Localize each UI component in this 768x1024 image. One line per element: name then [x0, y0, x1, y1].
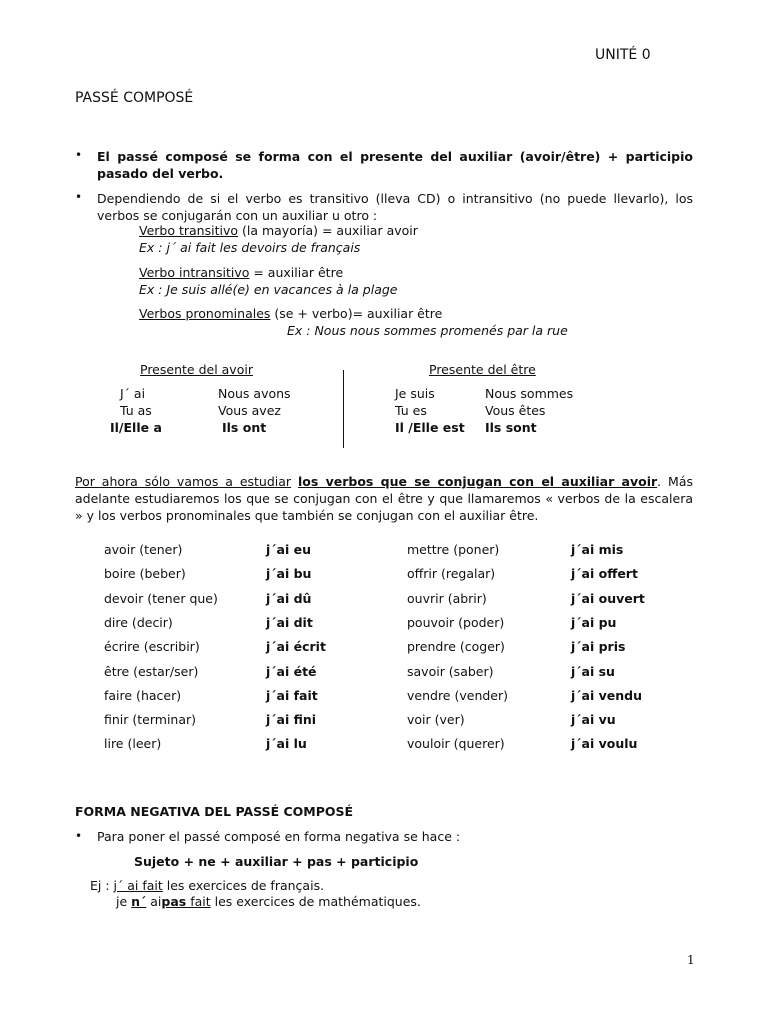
- etre-cell: Tu es: [395, 403, 427, 418]
- example-pas: pas: [161, 894, 187, 909]
- negative-example-2: [116, 894, 421, 909]
- bullet-icon: •: [75, 829, 83, 843]
- verb-participle: j´ai été: [266, 663, 317, 679]
- study-note-prefix: Por ahora sólo vamos a estudiar: [75, 474, 292, 489]
- verb-participle: j´ai pu: [571, 614, 617, 630]
- verb-participle: j´ai mis: [571, 542, 624, 557]
- verb-infinitive: être (estar/ser): [104, 663, 199, 679]
- example-je: je: [116, 894, 132, 909]
- example-rest: les exercices de français.: [162, 878, 325, 893]
- table-divider: [343, 370, 344, 448]
- negative-heading: FORMA NEGATIVA DEL PASSÉ COMPOSÉ: [75, 804, 354, 819]
- verb-infinitive: écrire (escribir): [104, 639, 200, 655]
- verb-infinitive: boire (beber): [104, 566, 186, 582]
- verb-row: [0, 712, 768, 732]
- intransitive-rest: = auxiliar être: [249, 265, 344, 280]
- verb-row: [0, 566, 768, 586]
- verb-participle: j´ai offert: [571, 566, 638, 582]
- example-fait: fait: [186, 894, 211, 909]
- bullet-icon: •: [75, 190, 83, 204]
- verb-infinitive: lire (leer): [104, 736, 162, 752]
- verb-row: [0, 664, 768, 684]
- etre-cell: Ils sont: [485, 420, 537, 435]
- example-ne: n´: [131, 894, 147, 909]
- transitive-line: [139, 223, 418, 238]
- verb-infinitive: dire (decir): [104, 614, 173, 630]
- verb-participle: j´ai su: [571, 663, 615, 679]
- etre-heading: Presente del être: [429, 362, 536, 377]
- bullet-icon: •: [75, 148, 83, 162]
- negative-formula: Sujeto + ne + auxiliar + pas + participio: [134, 854, 419, 869]
- verb-infinitive: vouloir (querer): [407, 736, 505, 752]
- verb-participle: j´ai bu: [266, 566, 312, 582]
- verb-row: [0, 542, 768, 562]
- verb-infinitive: ouvrir (abrir): [407, 590, 487, 606]
- verb-infinitive: finir (terminar): [104, 712, 197, 728]
- transitive-rest: (la mayoría) = auxiliar avoir: [238, 223, 418, 238]
- intransitive-line: [139, 265, 343, 280]
- verb-infinitive: prendre (coger): [407, 639, 505, 655]
- etre-cell: Il /Elle est: [395, 420, 465, 435]
- verb-infinitive: pouvoir (poder): [407, 614, 505, 630]
- intransitive-label: Verbo intransitivo: [139, 265, 250, 280]
- negative-intro: Para poner el passé composé en forma negativa se hace :: [97, 829, 461, 844]
- example-verb: j´ ai fait: [113, 878, 163, 893]
- avoir-cell: Nous avons: [218, 386, 291, 401]
- page-number: 1: [687, 953, 695, 967]
- verb-row: [0, 639, 768, 659]
- pronominal-label: Verbos pronominales: [139, 306, 271, 321]
- avoir-cell: Vous avez: [218, 403, 281, 418]
- verb-infinitive: voir (ver): [407, 712, 465, 728]
- intransitive-example: Ex : Je suis allé(e) en vacances à la plage: [139, 282, 398, 297]
- avoir-cell: Ils ont: [222, 420, 267, 435]
- verb-infinitive: savoir (saber): [407, 663, 494, 679]
- verb-row: [0, 736, 768, 756]
- verb-participle: j´ai écrit: [266, 639, 326, 655]
- verb-participle: j´ai voulu: [571, 736, 638, 752]
- verb-infinitive: devoir (tener que): [104, 590, 218, 606]
- page-title: PASSÉ COMPOSÉ: [75, 90, 194, 106]
- verb-participle: j´ai dit: [266, 614, 313, 630]
- verb-infinitive: offrir (regalar): [407, 566, 496, 582]
- study-note: [75, 473, 693, 524]
- transitive-intro: Dependiendo de si el verbo es transitivo (lleva CD) o intransitivo (no puede llevarlo), los verbos se conjugarán con un auxiliar u otro :: [97, 191, 693, 223]
- avoir-cell: J´ ai: [120, 386, 146, 401]
- negative-example-1: [90, 878, 324, 893]
- verb-infinitive: mettre (poner): [407, 542, 500, 557]
- pronominal-line: [139, 306, 442, 321]
- verb-infinitive: vendre (vender): [407, 687, 509, 703]
- example-rest: les exercices de mathématiques.: [210, 894, 421, 909]
- verb-infinitive: avoir (tener): [104, 542, 183, 557]
- pronominal-rest: (se + verbo)= auxiliar être: [270, 306, 443, 321]
- verb-participle: j´ai fini: [266, 712, 317, 728]
- verb-row: [0, 591, 768, 611]
- verb-participle: j´ai pris: [571, 639, 626, 655]
- verb-participle: j´ai vu: [571, 712, 616, 728]
- unit-label: UNITÉ 0: [595, 47, 651, 63]
- etre-cell: Vous êtes: [485, 403, 546, 418]
- avoir-cell: Il/Elle a: [110, 420, 162, 435]
- verb-participle: j´ai ouvert: [571, 590, 645, 606]
- example-ai: ai: [146, 894, 162, 909]
- pronominal-example: Ex : Nous nous sommes promenés par la rue: [287, 323, 568, 338]
- verb-infinitive: faire (hacer): [104, 687, 182, 703]
- transitive-label: Verbo transitivo: [139, 223, 238, 238]
- etre-cell: Nous sommes: [485, 386, 574, 401]
- study-note-highlight: los verbos que se conjugan con el auxiliar avoir: [297, 474, 658, 489]
- verb-row: [0, 615, 768, 635]
- verb-participle: j´ai dû: [266, 590, 312, 606]
- verb-participle: j´ai fait: [266, 687, 318, 703]
- example-prefix: Ej :: [90, 878, 114, 893]
- verb-row: [0, 688, 768, 708]
- rule-text: El passé composé se forma con el presente del auxiliar (avoir/être) + participio pasado del verbo.: [97, 149, 693, 181]
- verb-participle: j´ai lu: [266, 736, 307, 752]
- verb-participle: j´ai vendu: [571, 687, 642, 703]
- study-note-suffix: . Más adelante estudiaremos los que se conjugan con el être y que llamaremos « verbos de la escalera » y los verbos pronominales que también se conjugan con el auxiliar être.: [75, 474, 694, 523]
- etre-cell: Je suis: [395, 386, 435, 401]
- avoir-heading: Presente del avoir: [140, 362, 253, 377]
- transitive-example: Ex : j´ ai fait les devoirs de français: [139, 240, 361, 255]
- verb-participle: j´ai eu: [266, 542, 311, 557]
- avoir-cell: Tu as: [120, 403, 152, 418]
